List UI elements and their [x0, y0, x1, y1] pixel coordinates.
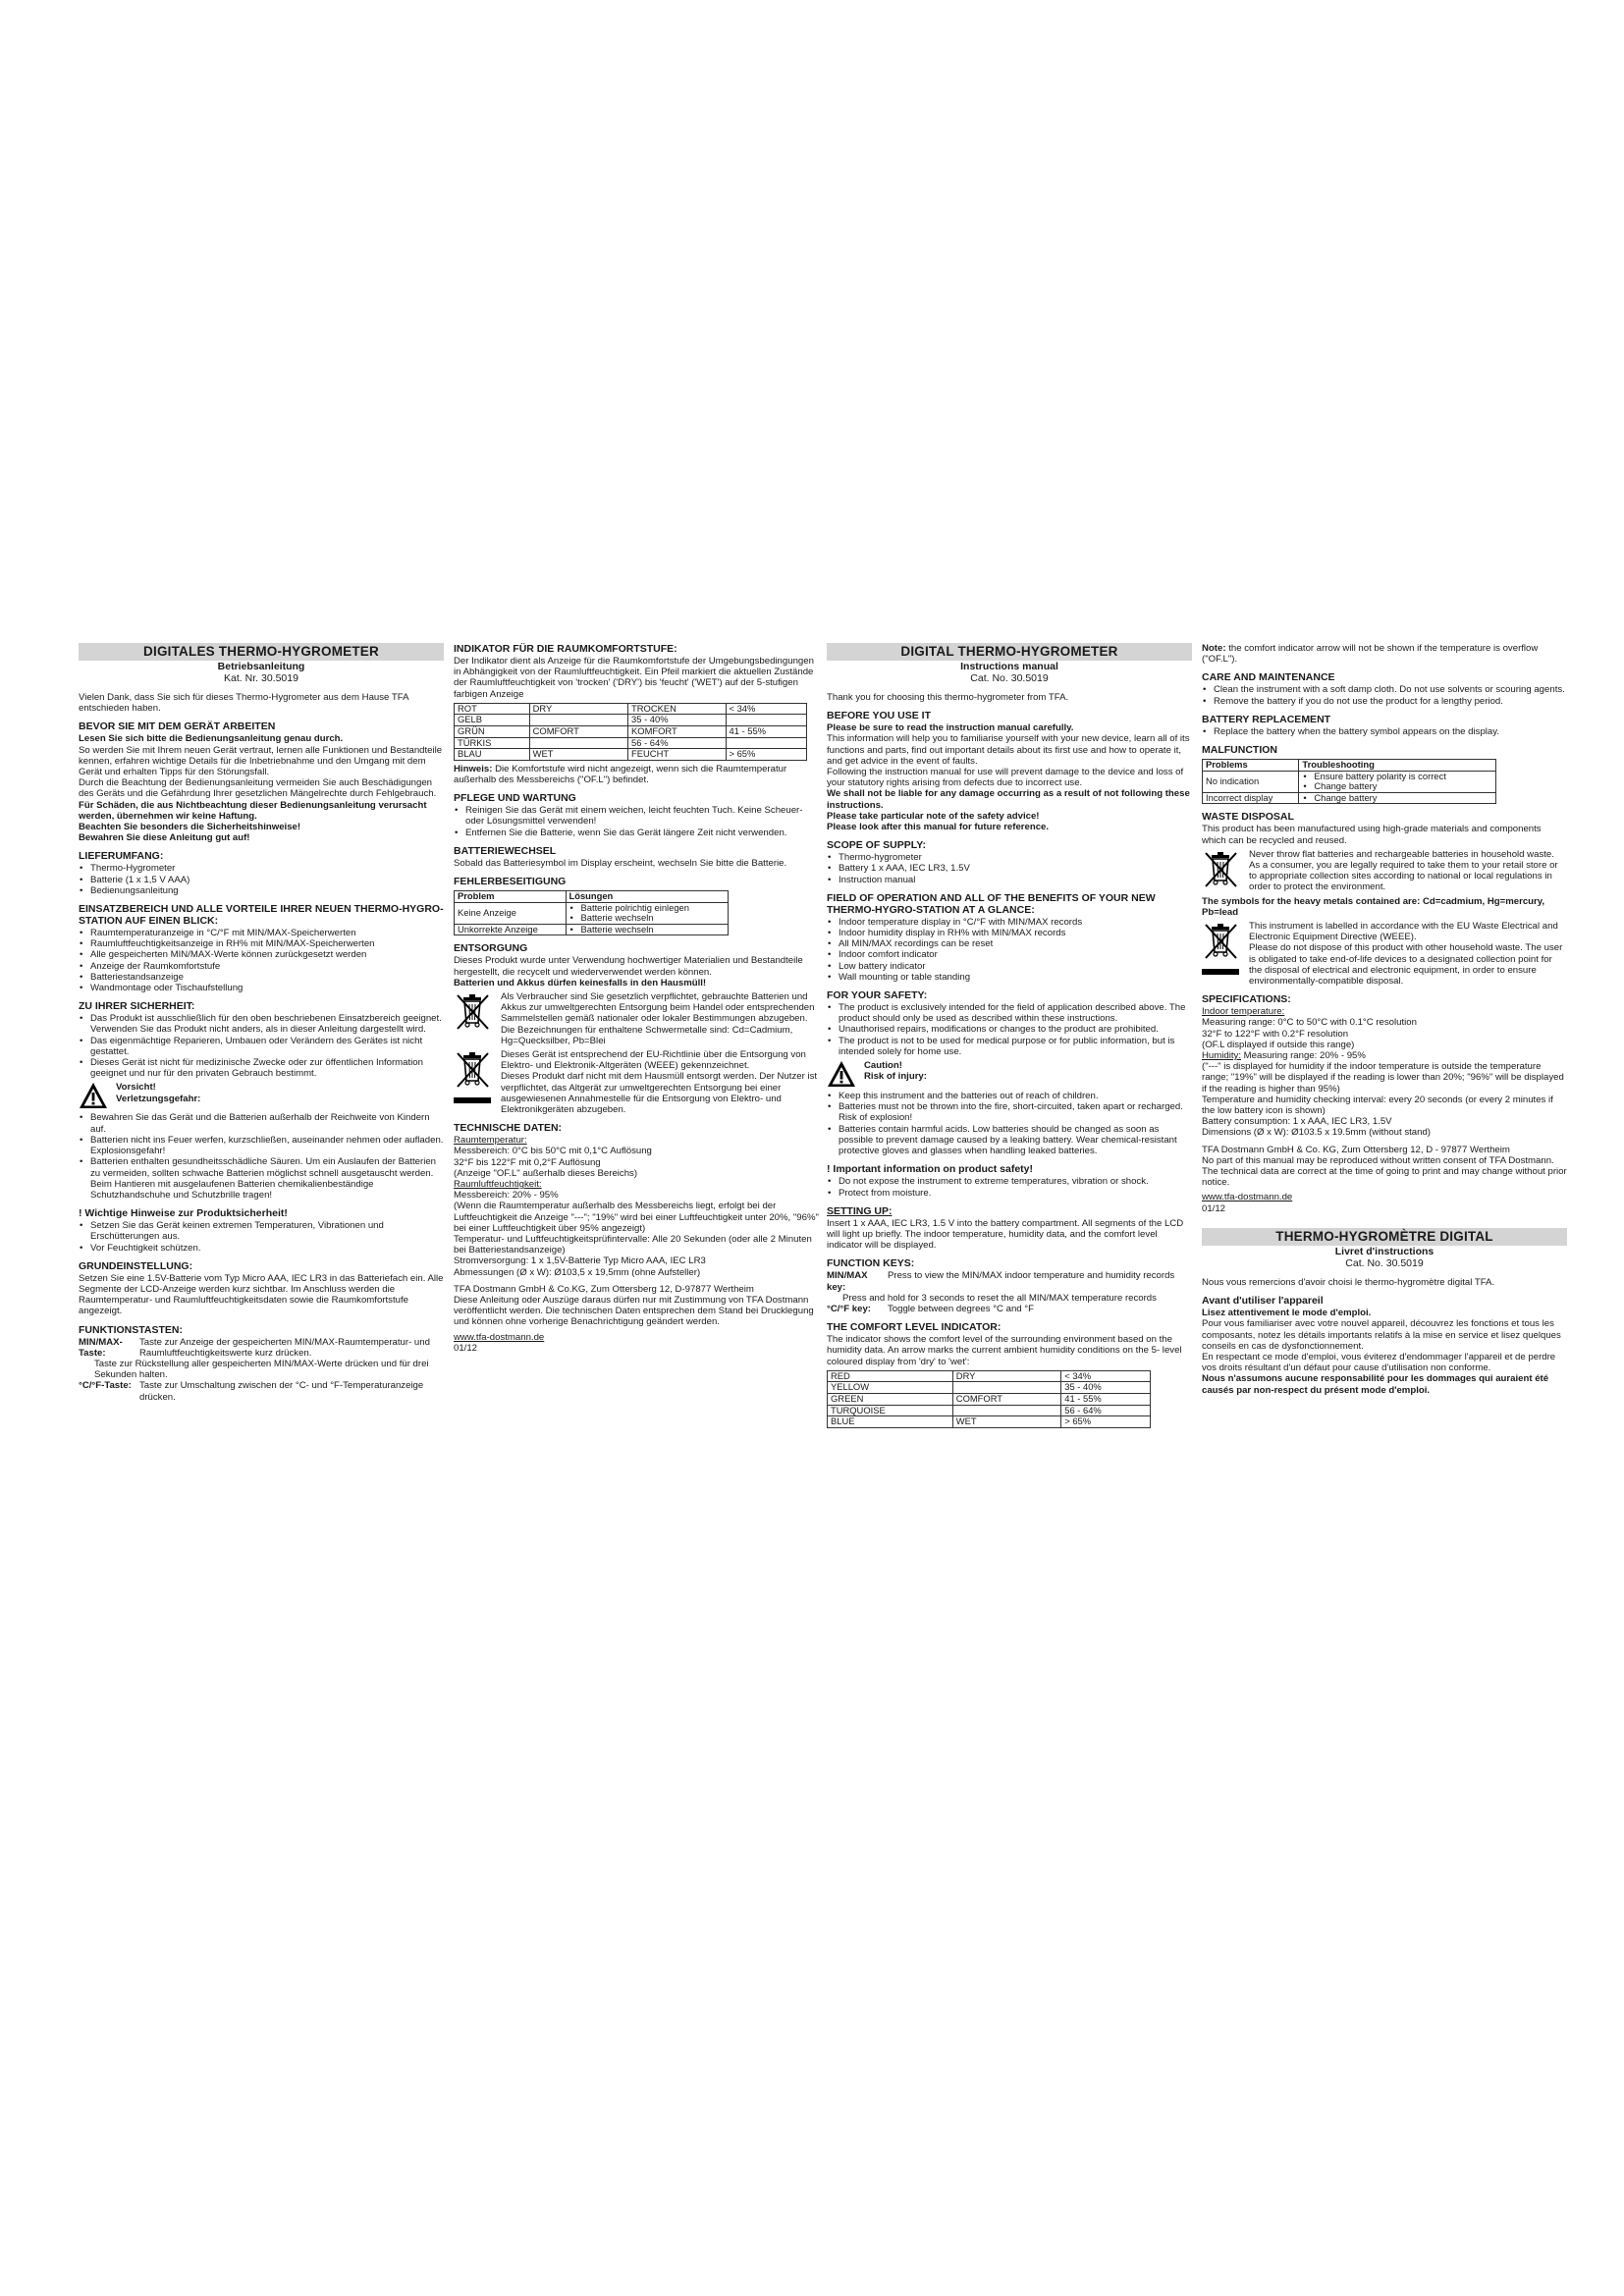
list-item: • Batterie wechseln	[579, 913, 726, 924]
key-label: MIN/MAX key:	[827, 1270, 868, 1293]
english-comfort-note	[1202, 643, 1567, 665]
german-tech-temp2: 32°F bis 122°F mit 0,2°F Auflösung	[454, 1156, 601, 1168]
english-title: DIGITAL THERMO-HYGROMETER	[827, 643, 1192, 661]
english-scope-list	[827, 852, 1192, 885]
note-label: Hinweis:	[454, 763, 493, 774]
english-company: TFA Dostmann GmbH & Co. KG, Zum Ottersberg 12, D - 97877 Wertheim	[1202, 1144, 1510, 1155]
table-header: Troubleshooting	[1299, 760, 1496, 772]
table-cell	[529, 715, 627, 726]
list-item: • Indoor temperature display in °C/°F with MIN/MAX records	[837, 917, 1192, 928]
french-intro: Nous vous remercions d'avoir choisi le thermo-hygromètre digital TFA.	[1202, 1276, 1495, 1288]
list-item: • Change battery	[1312, 781, 1492, 792]
list-item: • Thermo-Hygrometer	[88, 863, 444, 874]
english-battery-list	[1202, 726, 1567, 737]
german-safety-heading: ZU IHRER SICHERHEIT:	[79, 1000, 195, 1013]
german-comfort-note	[454, 764, 819, 785]
english-disposal-text2: Never throw flat batteries and rechargeable batteries in household waste.	[1249, 848, 1554, 860]
french-subtitle: Livret d'instructions	[1334, 1245, 1435, 1257]
list-item: • Batterie polrichtig einlegen	[579, 903, 726, 914]
crossed-bin-icon	[1202, 849, 1241, 892]
english-key-celsius	[827, 1304, 1192, 1314]
german-title: DIGITALES THERMO-HYGROMETER	[79, 643, 444, 661]
english-keys-heading: FUNCTION KEYS:	[827, 1257, 915, 1270]
list-item: • The product is exclusively intended for the field of application described above. The product should only be used as described within these instructions.	[837, 1002, 1192, 1024]
list-item: • Batteriestandsanzeige	[88, 972, 444, 983]
table-cell: 41 - 55%	[1061, 1393, 1151, 1405]
table-cell: ROT	[455, 703, 530, 715]
english-before-heading: BEFORE YOU USE IT	[827, 710, 931, 722]
german-battery-text: Sobald das Batteriesymbol im Display erscheint, wechseln Sie bitte die Batterie.	[454, 857, 787, 869]
english-comfort-text: The indicator shows the comfort level of the surrounding environment based on the humidity data. An arrow marks the current ambient humidity conditions on the 5- level coloured display from 'dry' to 'wet':	[827, 1334, 1182, 1367]
table-row	[455, 703, 807, 715]
english-intro: Thank you for choosing this thermo-hygrometer from TFA.	[827, 692, 1069, 703]
list-item: • The product is not to be used for medical purpose or for public information, but is intended solely for home use.	[837, 1036, 1192, 1057]
table-cell: TÜRKIS	[455, 737, 530, 749]
list-item: • Batteries must not be thrown into the fire, short-circuited, taken apart or recharged. Risk of explosion!	[837, 1101, 1192, 1123]
german-caution-subtitle: Verletzungsgefahr:	[116, 1093, 201, 1104]
german-tech-temp1: Messbereich: 0°C bis 50°C mit 0,1°C Auflösung	[454, 1146, 652, 1157]
warning-triangle-icon	[827, 1060, 856, 1088]
table-row	[455, 749, 807, 761]
german-before-text1: So werden Sie mit Ihrem neuen Gerät vertraut, lernen alle Funktionen und Bestandteile kennen, erfahren wichtige Details für die Inbetriebnahme und den Umgang mit dem Gerät und erhalten Tipps für den Störungsfall.	[79, 744, 443, 778]
english-tech-hum2: ("---" is displayed for humidity if the indoor temperature is outside the temperature range; "19%" will be displayed if the reading is lower than 20%; "96%" will be displayed if the reading is higher than 95%)	[1202, 1061, 1564, 1095]
list-item: • Setzen Sie das Gerät keinen extremen Temperaturen, Vibrationen und Erschütterungen aus.	[88, 1220, 444, 1242]
table-cell: No indication	[1203, 771, 1299, 792]
list-item: • Das eigenmächtige Reparieren, Umbauen oder Verändern des Gerätes ist nicht gestattet.	[88, 1036, 444, 1057]
table-cell	[566, 924, 729, 935]
table-cell: Keine Anzeige	[455, 902, 567, 924]
table-cell: < 34%	[1061, 1370, 1151, 1382]
english-safety-heading: FOR YOUR SAFETY:	[827, 989, 928, 1002]
list-item: • Vor Feuchtigkeit schützen.	[88, 1243, 444, 1254]
list-item: • Unauthorised repairs, modifications or changes to the product are prohibited.	[837, 1024, 1192, 1035]
list-item: • All MIN/MAX recordings can be reset	[837, 938, 1192, 949]
english-before-bold1: Please be sure to read the instruction manual carefully.	[827, 722, 1074, 734]
key-description: Toggle between degrees °C and °F	[888, 1303, 1035, 1314]
english-important-heading: ! Important information on product safety!	[827, 1163, 1033, 1176]
german-important-heading: ! Wichtige Hinweise zur Produktsicherheit!	[79, 1207, 288, 1220]
list-item: • Keep this instrument and the batteries out of reach of children.	[837, 1091, 1192, 1101]
english-tech-temp-label: Indoor temperature:	[1202, 1006, 1285, 1018]
german-disposal-text4: Dieses Gerät ist entsprechend der EU-Richtlinie über die Entsorgung von Elektro- und Elektronik-Altgeräten (WEEE) gekennzeichnet.	[501, 1049, 806, 1072]
table-row	[1203, 760, 1496, 772]
table-cell: WET	[529, 749, 627, 761]
list-item: • Protect from moisture.	[837, 1188, 1192, 1199]
german-copyright: Diese Anleitung oder Auszüge daraus dürfen nur mit Zustimmung von TFA Dostmann veröffentlicht werden. Die technischen Daten entsprechen dem Stand bei Drucklegung und können ohne vorherige Benachrichtigung geändert werden.	[454, 1295, 814, 1328]
table-cell	[566, 902, 729, 924]
english-setup-text: Insert 1 x AAA, IEC LR3, 1.5 V into the battery compartment. All segments of the LCD will light up briefly. The indoor temperature, humidity data, and the comfort level indicator will be displayed.	[827, 1217, 1184, 1252]
german-before-heading: BEVOR SIE MIT DEM GERÄT ARBEITEN	[79, 721, 276, 733]
list-item: • Battery 1 x AAA, IEC LR3, 1.5V	[837, 863, 1192, 874]
table-cell: GREEN	[828, 1393, 953, 1405]
german-before-text2: Durch die Beachtung der Bedienungsanleitung vermeiden Sie auch Beschädigungen des Geräts und die Gefährdung Ihrer gesetzlichen Mängelrechte durch Fehlgebrauch.	[79, 777, 437, 800]
english-caution-subtitle: Risk of injury:	[864, 1071, 927, 1083]
german-url-link[interactable]: www.tfa-dostmann.de	[454, 1331, 545, 1343]
german-comfort-table	[454, 703, 807, 761]
list-item: • Change battery	[1312, 793, 1492, 804]
german-disposal-bold: Batterien und Akkus dürfen keinesfalls in den Hausmüll!	[454, 977, 707, 988]
note-text: the comfort indicator arrow will not be shown if the temperature is overflow ("OF.L").	[1202, 643, 1539, 666]
german-column-1	[79, 643, 444, 1403]
english-disposal-text5: This instrument is labelled in accordance with the EU Waste Electrical and Electronic Equipment Directive (WEEE).	[1249, 921, 1558, 943]
german-tech-hum1: Messbereich: 20% - 95%	[454, 1190, 559, 1201]
german-subtitle: Betriebsanleitung	[217, 661, 305, 672]
german-cat-no: Kat. Nr. 30.5019	[224, 672, 298, 684]
list-item: • Alle gespeicherten MIN/MAX-Werte können zurückgesetzt werden	[88, 949, 444, 960]
humidity-range: Measuring range: 20% - 95%	[1243, 1050, 1366, 1062]
english-fault-table	[1202, 759, 1496, 804]
english-before-bold3: Please take particular note of the safety advice!	[827, 810, 1040, 822]
crossed-bin-icon	[454, 991, 493, 1035]
english-tech-dims: Dimensions (Ø x W): Ø103.5 x 19.5mm (without stand)	[1202, 1127, 1431, 1139]
english-tech-temp1: Measuring range: 0°C to 50°C with 0.1°C resolution	[1202, 1017, 1417, 1029]
english-disposal-heading: WASTE DISPOSAL	[1202, 811, 1294, 824]
german-key-minmax-reset: Taste zur Rückstellung aller gespeicherten MIN/MAX-Werte drücken und für drei Sekunden halten.	[94, 1358, 429, 1381]
list-item: • Replace the battery when the battery symbol appears on the display.	[1212, 726, 1567, 737]
english-scope-heading: SCOPE OF SUPPLY:	[827, 839, 926, 852]
german-key-celsius	[79, 1380, 444, 1402]
list-item: • Wandmontage oder Tischaufstellung	[88, 983, 444, 993]
table-cell: YELLOW	[828, 1382, 953, 1394]
french-title: THERMO-HYGROMÈTRE DIGITAL	[1202, 1228, 1567, 1246]
english-field-heading: FIELD OF OPERATION AND ALL OF THE BENEFITS OF YOUR NEW THERMO-HYGRO-STATION AT A GLANCE:	[827, 891, 1156, 916]
list-item: • Batterie wechseln	[579, 925, 726, 935]
table-cell: RED	[828, 1370, 953, 1382]
german-important-list	[79, 1220, 444, 1254]
table-cell: 56 - 64%	[1061, 1405, 1151, 1416]
table-cell: > 65%	[726, 749, 807, 761]
english-disposal-text4: The symbols for the heavy metals contained are: Cd=cadmium, Hg=mercury, Pb=lead	[1202, 895, 1545, 918]
table-cell: 56 - 64%	[628, 737, 726, 749]
crossed-bin-icon	[1202, 921, 1241, 964]
table-cell: 35 - 40%	[628, 715, 726, 726]
english-key-minmax	[827, 1270, 1192, 1292]
table-row	[455, 715, 807, 726]
french-before-bold1: Lisez attentivement le mode d'emploi.	[1202, 1308, 1372, 1319]
list-item: • Raumluftfeuchtigkeitsanzeige in RH% mit MIN/MAX-Speicherwerten	[88, 938, 444, 949]
english-key-minmax-reset: Press and hold for 3 seconds to reset the all MIN/MAX temperature records	[842, 1292, 1157, 1304]
list-item: • Low battery indicator	[837, 961, 1192, 972]
english-battery-heading: BATTERY REPLACEMENT	[1202, 713, 1331, 725]
table-cell: DRY	[529, 703, 627, 715]
german-intro: Vielen Dank, dass Sie sich für dieses Thermo-Hygrometer aus dem Hause TFA entschieden haben.	[79, 692, 408, 715]
table-cell: KOMFORT	[628, 726, 726, 738]
english-setup-heading: SETTING UP:	[827, 1204, 893, 1217]
german-fault-table	[454, 890, 729, 935]
list-item: • Batterie (1 x 1,5 V AAA)	[88, 875, 444, 885]
german-tech-temp-label: Raumtemperatur:	[454, 1135, 527, 1147]
german-disposal-text1: Dieses Produkt wurde unter Verwendung hochwertiger Materialien und Bestandteile hergestellt, die recycelt und wiederverwendet werden können.	[454, 955, 803, 978]
list-item: • Batterien nicht ins Feuer werfen, kurzschließen, auseinander nehmen oder aufladen. Explosionsgefahr!	[88, 1135, 444, 1156]
table-cell: GRÜN	[455, 726, 530, 738]
german-caution-block	[79, 1082, 444, 1109]
table-row	[455, 924, 729, 935]
table-header: Lösungen	[566, 891, 729, 903]
german-tech-power: Stromversorgung: 1 x 1,5V-Batterie Typ Micro AAA, IEC LR3	[454, 1255, 706, 1267]
table-cell	[726, 737, 807, 749]
list-item: • Instruction manual	[837, 875, 1192, 885]
table-cell	[952, 1405, 1060, 1416]
list-item: • Bewahren Sie das Gerät und die Batterien außerhalb der Reichweite von Kindern auf.	[88, 1112, 444, 1134]
english-tech-interval: Temperature and humidity checking interval: every 20 seconds (or every 2 minutes if the low battery icon is shown)	[1202, 1094, 1553, 1117]
english-before-bold2: We shall not be liable for any damage occurring as a result of not following these instructions.	[827, 788, 1190, 811]
german-caution-title: Vorsicht!	[116, 1082, 156, 1094]
french-before-text1: Pour vous familiariser avec votre nouvel appareil, découvrez les fonctions et tous les composants, notez les détails importants relatifs à la mise en service et lisez quelques conseils en cas de dysfonctionnement.	[1202, 1318, 1561, 1352]
list-item: • Remove the battery if you do not use the product for a lengthy period.	[1212, 696, 1567, 707]
english-subtitle: Instructions manual	[960, 661, 1058, 672]
table-row	[828, 1370, 1151, 1382]
table-row	[828, 1382, 1151, 1394]
english-field-list	[827, 917, 1192, 983]
list-item: • Entfernen Sie die Batterie, wenn Sie das Gerät längere Zeit nicht verwenden.	[463, 828, 819, 838]
german-safety-list-2	[79, 1112, 444, 1201]
table-row	[828, 1393, 1151, 1405]
key-label: °C/°F key:	[827, 1303, 871, 1314]
list-item: • Dieses Gerät ist nicht für medizinische Zwecke oder zur öffentlichen Information geeignet und nur für den privaten Gebrauch bestimmt.	[88, 1057, 444, 1079]
german-tech-interval: Temperatur- und Luftfeuchtigkeitsprüfintervalle: Alle 20 Sekunden (oder alle 2 Minuten bei Batteriestandsanzeige)	[454, 1234, 812, 1256]
english-safety-list-2	[827, 1091, 1192, 1156]
table-cell: COMFORT	[529, 726, 627, 738]
german-tech-dims: Abmessungen (Ø x W): Ø103,5 x 19,5mm (ohne Aufsteller)	[454, 1266, 701, 1278]
english-fault-heading: MALFUNCTION	[1202, 744, 1277, 757]
list-item: • Thermo-hygrometer	[837, 852, 1192, 863]
german-column-2	[454, 643, 819, 1354]
german-keys-heading: FUNKTIONSTASTEN:	[79, 1323, 183, 1336]
list-item: • Ensure battery polarity is correct	[1312, 772, 1492, 782]
english-tech-temp2: 32°F to 122°F with 0.2°F resolution	[1202, 1028, 1349, 1040]
french-before-text2: En respectant ce mode d'emploi, vous éviterez d'endommager l'appareil et de perdre vos droits résultant d'un défaut pour cause d'utilisation non conforme.	[1202, 1351, 1556, 1374]
german-key-minmax	[79, 1337, 444, 1359]
table-row	[1203, 792, 1496, 804]
german-date: 01/12	[454, 1342, 478, 1354]
table-cell	[1299, 771, 1496, 792]
english-tech-temp3: (OF.L displayed if outside this range)	[1202, 1039, 1355, 1050]
german-battery-disposal-block	[454, 991, 819, 1046]
english-comfort-heading: THE COMFORT LEVEL INDICATOR:	[827, 1321, 1001, 1334]
english-disposal-text3: As a consumer, you are legally required to take them to your retail store or to appropriate collection sites according to national or local regulations in order to protect the environment.	[1249, 860, 1558, 893]
table-cell: FEUCHT	[628, 749, 726, 761]
english-date: 01/12	[1202, 1202, 1226, 1214]
list-item: • Do not expose the instrument to extreme temperatures, vibration or shock.	[837, 1176, 1192, 1187]
french-before-bold2: Nous n'assumons aucune responsabilité pour les dommages qui auraient été causés par non-respect du présent mode d'emploi.	[1202, 1373, 1549, 1396]
german-weee-block	[454, 1049, 819, 1115]
german-before-bold4: Bewahren Sie diese Anleitung gut auf!	[79, 832, 250, 844]
warning-triangle-icon	[79, 1082, 108, 1109]
german-disposal-text5: Dieses Produkt darf nicht mit dem Hausmüll entsorgt werden. Der Nutzer ist verpflichtet, das Altgerät zur umweltgerechten Entsorgung bei einer ausgewiesenen Annahmestelle für die Entsorgung von Elektro- und Elektronikgeräten abzugeben.	[501, 1071, 818, 1116]
table-cell: > 65%	[1061, 1416, 1151, 1428]
humidity-label: Humidity:	[1202, 1050, 1241, 1062]
table-header: Problems	[1203, 760, 1299, 772]
table-cell: < 34%	[726, 703, 807, 715]
list-item: • Clean the instrument with a soft damp cloth. Do not use solvents or scouring agents.	[1212, 684, 1567, 695]
german-tech-hum2: (Wenn die Raumtemperatur außerhalb des Messbereichs liegt, erfolgt bei der Luftfeuchtigkeit die Anzeige "---"; "19%" wird bei einer Luftfeuchtigkeit unter 20%, "96%" bei einer Luftfeuchtigkeit über 95% angezeigt)	[454, 1201, 819, 1234]
list-item: • Raumtemperaturanzeige in °C/°F mit MIN/MAX-Speicherwerten	[88, 928, 444, 938]
table-row	[828, 1405, 1151, 1416]
german-tech-hum-label: Raumluftfeuchtigkeit:	[454, 1179, 542, 1191]
table-cell: WET	[952, 1416, 1060, 1428]
list-item: • Batteries contain harmful acids. Low batteries should be changed as soon as possible to prevent damage caused by a leaking battery. Wear chemical-resistant protective gloves and glasses when handling leaked batteries.	[837, 1124, 1192, 1157]
crossed-bin-icon	[454, 1049, 493, 1093]
english-french-column	[1202, 643, 1567, 1396]
key-label: MIN/MAX-Taste:	[79, 1336, 123, 1359]
table-row	[455, 902, 729, 924]
english-url-link[interactable]: www.tfa-dostmann.de	[1202, 1192, 1293, 1203]
german-setup-text: Setzen Sie eine 1.5V-Batterie vom Typ Micro AAA, IEC LR3 in das Batteriefach ein. Alle Segmente der LCD-Anzeige werden kurz sichtbar. Im Anschluss werden die Raumtemperatur- und Raumluftfeuchtigkeitsdaten sowie die Raumkomfortstufe angezeigt.	[79, 1272, 444, 1317]
table-header: Problem	[455, 891, 567, 903]
table-cell: BLAU	[455, 749, 530, 761]
german-before-bold3: Beachten Sie besonders die Sicherheitshinweise!	[79, 822, 301, 833]
english-copyright: No part of this manual may be reproduced without written consent of TFA Dostmann. The technical data are correct at the time of going to print and may change without prior notice.	[1202, 1154, 1567, 1189]
german-safety-list	[79, 1013, 444, 1079]
table-cell: TURQUOISE	[828, 1405, 953, 1416]
english-care-heading: CARE AND MAINTENANCE	[1202, 671, 1335, 684]
note-label: Note:	[1202, 643, 1226, 654]
english-disposal-text1: This product has been manufactured using high-grade materials and components which can be recycled and reused.	[1202, 824, 1542, 846]
table-row	[455, 737, 807, 749]
german-battery-heading: BATTERIEWECHSEL	[454, 844, 557, 857]
table-row	[455, 891, 729, 903]
table-cell: TROCKEN	[628, 703, 726, 715]
french-before-heading: Avant d'utiliser l'appareil	[1202, 1295, 1324, 1308]
german-care-list	[454, 805, 819, 838]
german-fault-heading: FEHLERBESEITIGUNG	[454, 876, 567, 887]
german-scope-heading: LIEFERUMFANG:	[79, 850, 164, 863]
german-disposal-heading: ENTSORGUNG	[454, 942, 528, 955]
table-cell: Incorrect display	[1203, 792, 1299, 804]
german-setup-heading: GRUNDEINSTELLUNG:	[79, 1259, 193, 1272]
english-comfort-table	[827, 1370, 1151, 1428]
table-cell	[726, 715, 807, 726]
german-tech-temp3: (Anzeige "OF.L" außerhalb dieses Bereichs)	[454, 1167, 638, 1179]
list-item: • Bedienungsanleitung	[88, 885, 444, 896]
table-cell: COMFORT	[952, 1393, 1060, 1405]
table-cell: Unkorrekte Anzeige	[455, 924, 567, 935]
english-tech-hum	[1202, 1050, 1567, 1061]
table-cell: BLUE	[828, 1416, 953, 1428]
list-item: • Das Produkt ist ausschließlich für den oben beschriebenen Einsatzbereich geeignet. Verwenden Sie das Produkt nicht anders, als in dieser Anleitung dargestellt wird.	[88, 1013, 444, 1035]
table-cell	[952, 1382, 1060, 1394]
german-tech-heading: TECHNISCHE DATEN:	[454, 1122, 563, 1135]
english-column-1	[827, 643, 1192, 1431]
key-label: °C/°F-Taste:	[79, 1380, 132, 1392]
english-before-bold4: Please look after this manual for future reference.	[827, 822, 1050, 833]
german-disposal-text2: Als Verbraucher sind Sie gesetzlich verpflichtet, gebrauchte Batterien und Akkus zur umweltgerechten Entsorgung beim Handel oder entsprechenden Sammelstellen gemäß nationaler oder lokaler Bestimmungen abzugeben.	[501, 990, 815, 1025]
table-cell	[529, 737, 627, 749]
table-cell: DRY	[952, 1370, 1060, 1382]
weee-bar-icon	[454, 1097, 491, 1103]
german-before-bold2: Für Schäden, die aus Nichtbeachtung dieser Bedienungsanleitung verursacht werden, übernehmen wir keine Haftung.	[79, 799, 427, 822]
german-before-bold1: Lesen Sie sich bitte die Bedienungsanleitung genau durch.	[79, 733, 344, 745]
list-item: • Anzeige der Raumkomfortstufe	[88, 961, 444, 972]
note-text: Die Komfortstufe wird nicht angezeigt, wenn sich die Raumtemperatur außerhalb des Messbereichs ("OF.L") befindet.	[454, 763, 787, 785]
key-description: Press to view the MIN/MAX indoor temperature and humidity records	[888, 1270, 1175, 1282]
english-caution-title: Caution!	[864, 1060, 902, 1072]
table-cell	[1299, 792, 1496, 804]
french-cat-no: Cat. No. 30.5019	[1345, 1256, 1424, 1269]
english-before-text1: This information will help you to familiarise yourself with your new device, learn all of its functions and parts, find out important details about its first use and how to operate it, and get advice in the event of faults.	[827, 733, 1190, 767]
table-row	[828, 1416, 1151, 1428]
english-caution-block	[827, 1060, 1192, 1088]
english-important-list	[827, 1176, 1192, 1198]
german-care-heading: PFLEGE UND WARTUNG	[454, 792, 576, 805]
table-cell: 41 - 55%	[726, 726, 807, 738]
german-comfort-text: Der Indikator dient als Anzeige für die Raumkomfortstufe der Umgebungsbedingungen in Abhängigkeit von der Raumluftfeuchtigkeit. Ein Pfeil markiert die aktuellen Zustände der Raumluftfeuchtigkeit von 'trocken' ('DRY') bis 'feucht' ('WET') auf der 5-stufigen farbigen Anzeige	[454, 656, 814, 700]
german-field-list	[79, 928, 444, 993]
english-safety-list	[827, 1002, 1192, 1057]
german-company: TFA Dostmann GmbH & Co.KG, Zum Ottersberg 12, D-97877 Wertheim	[454, 1283, 754, 1295]
key-description: Taste zur Anzeige der gespeicherten MIN/MAX-Raumtemperatur- und Raumluftfeuchtigkeitswerte kurz drücken.	[139, 1336, 430, 1359]
english-battery-disposal-block	[1202, 849, 1567, 893]
table-row	[1203, 771, 1496, 792]
list-item: • Batterien enthalten gesundheitsschädliche Säuren. Um ein Auslaufen der Batterien zu vermeiden, sollten schwache Batterien möglichst schnell ausgetauscht werden. Beim Hantieren mit ausgelaufenen Batterien chemikalienbeständige Schutzhandschuhe und Schutzbrille tragen!	[88, 1156, 444, 1201]
table-cell: GELB	[455, 715, 530, 726]
table-row	[455, 726, 807, 738]
german-comfort-heading: INDIKATOR FÜR DIE RAUMKOMFORTSTUFE:	[454, 643, 677, 655]
list-item: • Indoor humidity display in RH% with MIN/MAX records	[837, 928, 1192, 938]
german-scope-list	[79, 863, 444, 896]
english-tech-power: Battery consumption: 1 x AAA, IEC LR3, 1.5V	[1202, 1116, 1392, 1128]
english-weee-block	[1202, 921, 1567, 987]
english-before-text2: Following the instruction manual for use will prevent damage to the device and loss of your statutory rights arising from defects due to incorrect use.	[827, 767, 1184, 789]
weee-bar-icon	[1202, 969, 1239, 975]
german-disposal-text3: Die Bezeichnungen für enthaltene Schwermetalle sind: Cd=Cadmium, Hg=Quecksilber, Pb=Blei	[501, 1024, 793, 1046]
english-care-list	[1202, 684, 1567, 706]
english-tech-heading: SPECIFICATIONS:	[1202, 993, 1291, 1006]
english-disposal-text6: Please do not dispose of this product with other household waste. The user is obligated to take end-of-life devices to a designated collection point for the disposal of electrical and electronic equipment, in order to ensure environmentally-compatible disposal.	[1249, 942, 1563, 988]
key-description: Taste zur Umschaltung zwischen der °C- und °F-Temperaturanzeige drücken.	[139, 1380, 424, 1403]
german-field-heading: EINSATZBEREICH UND ALLE VORTEILE IHRER NEUEN THERMO-HYGRO-STATION AUF EINEN BLICK:	[79, 903, 444, 928]
list-item: • Wall mounting or table standing	[837, 972, 1192, 983]
list-item: • Reinigen Sie das Gerät mit einem weichen, leicht feuchten Tuch. Keine Scheuer- oder Lösungsmittel verwenden!	[463, 805, 819, 827]
list-item: • Indoor comfort indicator	[837, 949, 1192, 960]
english-cat-no: Cat. No. 30.5019	[970, 672, 1049, 684]
table-cell: 35 - 40%	[1061, 1382, 1151, 1394]
